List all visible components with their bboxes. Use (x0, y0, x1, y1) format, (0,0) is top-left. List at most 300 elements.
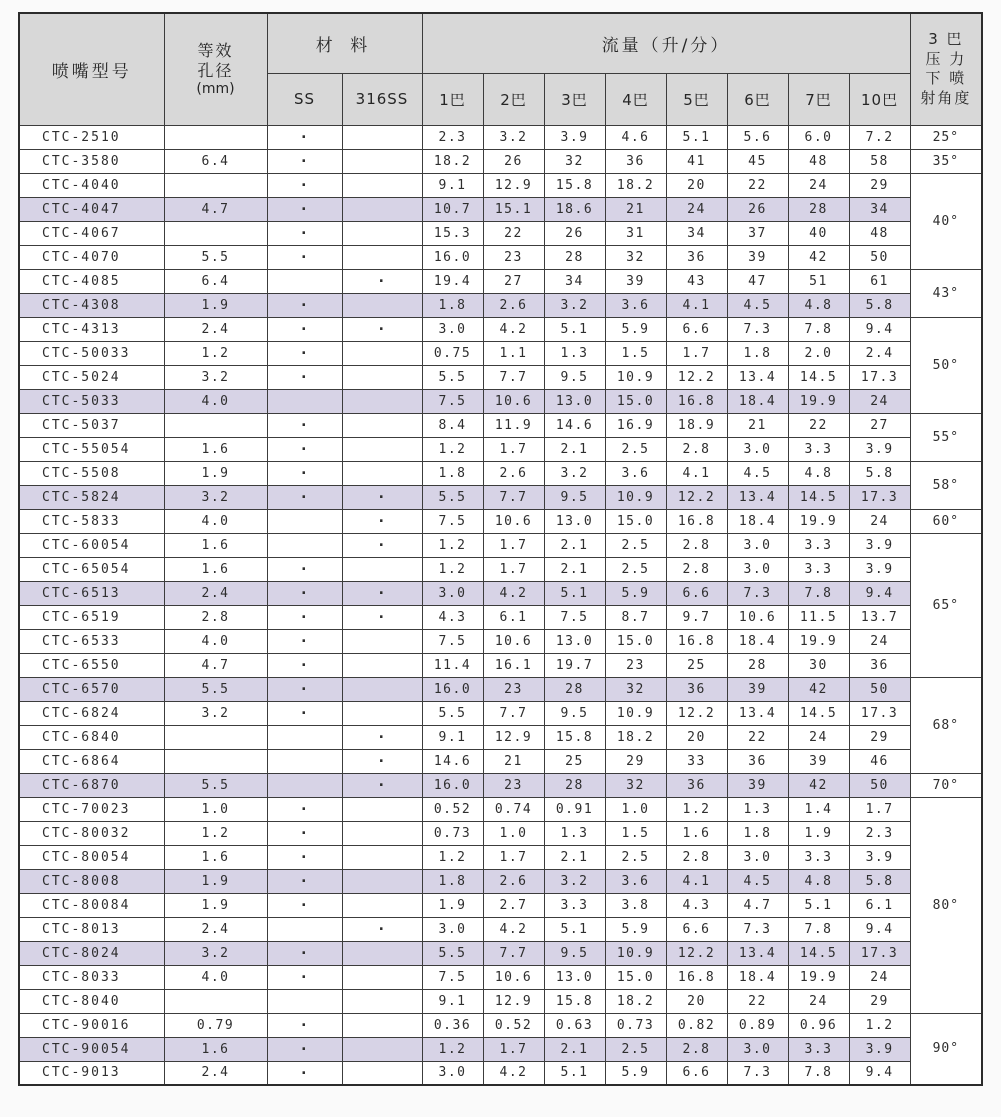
flow-cell-bar-4巴: 2.5 (605, 437, 666, 461)
flow-cell-bar-3巴: 3.3 (544, 893, 605, 917)
flow-cell-bar-3巴: 5.1 (544, 581, 605, 605)
flow-cell-bar-5巴: 2.8 (666, 845, 727, 869)
table-row (19, 605, 982, 629)
flow-cell-bar-2巴: 1.7 (483, 1037, 544, 1061)
flow-cell-bar-4巴: 2.5 (605, 557, 666, 581)
flow-cell-bar-7巴: 22 (788, 413, 849, 437)
ss316-material-cell (342, 461, 422, 485)
flow-cell-bar-5巴: 20 (666, 173, 727, 197)
ss-material-cell: · (267, 149, 342, 173)
flow-cell-bar-1巴: 5.5 (422, 365, 483, 389)
flow-cell-bar-5巴: 4.1 (666, 293, 727, 317)
ss316-material-cell (342, 989, 422, 1013)
flow-cell-bar-2巴: 11.9 (483, 413, 544, 437)
aperture-cell: 1.9 (164, 461, 267, 485)
table-row (19, 677, 982, 701)
flow-cell-bar-5巴: 16.8 (666, 629, 727, 653)
flow-cell-bar-10巴: 3.9 (849, 1037, 910, 1061)
flow-cell-bar-4巴: 3.6 (605, 461, 666, 485)
flow-cell-bar-10巴: 17.3 (849, 941, 910, 965)
flow-cell-bar-4巴: 31 (605, 221, 666, 245)
aperture-cell: 4.7 (164, 653, 267, 677)
ss316-material-cell (342, 437, 422, 461)
flow-cell-bar-10巴: 61 (849, 269, 910, 293)
ss-material-cell (267, 773, 342, 797)
flow-cell-bar-2巴: 4.2 (483, 581, 544, 605)
flow-cell-bar-3巴: 14.6 (544, 413, 605, 437)
flow-cell-bar-2巴: 1.0 (483, 821, 544, 845)
flow-cell-bar-5巴: 4.1 (666, 869, 727, 893)
ss316-material-cell (342, 1037, 422, 1061)
flow-cell-bar-6巴: 4.5 (727, 461, 788, 485)
flow-cell-bar-5巴: 36 (666, 773, 727, 797)
flow-cell-bar-7巴: 14.5 (788, 941, 849, 965)
flow-cell-bar-10巴: 5.8 (849, 869, 910, 893)
ss-material-cell (267, 917, 342, 941)
flow-cell-bar-1巴: 1.2 (422, 845, 483, 869)
flow-cell-bar-3巴: 5.1 (544, 317, 605, 341)
flow-cell-bar-3巴: 28 (544, 773, 605, 797)
aperture-cell: 1.2 (164, 341, 267, 365)
flow-cell-bar-3巴: 3.9 (544, 125, 605, 149)
flow-cell-bar-10巴: 3.9 (849, 533, 910, 557)
flow-cell-bar-7巴: 3.3 (788, 533, 849, 557)
flow-cell-bar-5巴: 43 (666, 269, 727, 293)
flow-cell-bar-4巴: 3.6 (605, 869, 666, 893)
flow-cell-bar-2巴: 10.6 (483, 629, 544, 653)
flow-cell-bar-1巴: 18.2 (422, 149, 483, 173)
table-row (19, 557, 982, 581)
table-row (19, 989, 982, 1013)
ss316-material-cell: · (342, 509, 422, 533)
flow-cell-bar-2巴: 4.2 (483, 317, 544, 341)
flow-cell-bar-4巴: 32 (605, 773, 666, 797)
header-bar-6: 6巴 (727, 73, 788, 125)
table-row (19, 629, 982, 653)
flow-cell-bar-7巴: 7.8 (788, 581, 849, 605)
ss-material-cell: · (267, 821, 342, 845)
flow-cell-bar-6巴: 4.7 (727, 893, 788, 917)
ss316-material-cell (342, 941, 422, 965)
ss316-material-cell: · (342, 269, 422, 293)
flow-cell-bar-7巴: 11.5 (788, 605, 849, 629)
flow-cell-bar-4巴: 15.0 (605, 389, 666, 413)
flow-cell-bar-6巴: 45 (727, 149, 788, 173)
flow-cell-bar-10巴: 9.4 (849, 317, 910, 341)
flow-cell-bar-1巴: 7.5 (422, 389, 483, 413)
ss316-material-cell (342, 365, 422, 389)
flow-cell-bar-2巴: 10.6 (483, 509, 544, 533)
ss-material-cell: · (267, 893, 342, 917)
flow-cell-bar-10巴: 2.4 (849, 341, 910, 365)
flow-cell-bar-2巴: 6.1 (483, 605, 544, 629)
flow-cell-bar-1巴: 5.5 (422, 485, 483, 509)
flow-cell-bar-6巴: 36 (727, 749, 788, 773)
model-cell: CTC-8040 (19, 989, 164, 1013)
flow-cell-bar-3巴: 18.6 (544, 197, 605, 221)
flow-cell-bar-5巴: 16.8 (666, 965, 727, 989)
flow-cell-bar-2巴: 21 (483, 749, 544, 773)
header-equivalent-aperture (164, 13, 267, 125)
ss316-material-cell (342, 197, 422, 221)
flow-cell-bar-1巴: 0.36 (422, 1013, 483, 1037)
header-316ss: 316SS (342, 73, 422, 125)
flow-cell-bar-1巴: 1.2 (422, 533, 483, 557)
table-row (19, 389, 982, 413)
flow-cell-bar-3巴: 13.0 (544, 509, 605, 533)
ss-material-cell: · (267, 629, 342, 653)
header-bar-7: 7巴 (788, 73, 849, 125)
spray-angle-cell: 60° (910, 509, 982, 533)
flow-cell-bar-3巴: 5.1 (544, 1061, 605, 1085)
flow-cell-bar-7巴: 7.8 (788, 1061, 849, 1085)
flow-cell-bar-7巴: 19.9 (788, 629, 849, 653)
flow-cell-bar-6巴: 5.6 (727, 125, 788, 149)
model-cell: CTC-8033 (19, 965, 164, 989)
model-cell: CTC-8013 (19, 917, 164, 941)
header-angle-line2: 压 力 (925, 49, 967, 68)
aperture-cell: 6.4 (164, 269, 267, 293)
model-cell: CTC-80054 (19, 845, 164, 869)
ss-material-cell (267, 509, 342, 533)
flow-cell-bar-1巴: 11.4 (422, 653, 483, 677)
flow-cell-bar-3巴: 9.5 (544, 701, 605, 725)
flow-cell-bar-6巴: 1.8 (727, 821, 788, 845)
flow-cell-bar-5巴: 6.6 (666, 581, 727, 605)
ss-material-cell (267, 269, 342, 293)
ss-material-cell: · (267, 485, 342, 509)
flow-cell-bar-4巴: 2.5 (605, 1037, 666, 1061)
flow-cell-bar-4巴: 10.9 (605, 365, 666, 389)
table-row (19, 869, 982, 893)
ss-material-cell: · (267, 1037, 342, 1061)
ss316-material-cell (342, 557, 422, 581)
flow-cell-bar-5巴: 12.2 (666, 941, 727, 965)
flow-cell-bar-7巴: 3.3 (788, 1037, 849, 1061)
aperture-cell: 1.6 (164, 533, 267, 557)
flow-cell-bar-7巴: 24 (788, 989, 849, 1013)
model-cell: CTC-4067 (19, 221, 164, 245)
flow-cell-bar-10巴: 3.9 (849, 845, 910, 869)
flow-cell-bar-7巴: 19.9 (788, 965, 849, 989)
ss316-material-cell (342, 341, 422, 365)
model-cell: CTC-6840 (19, 725, 164, 749)
flow-cell-bar-2巴: 3.2 (483, 125, 544, 149)
ss-material-cell: · (267, 1013, 342, 1037)
flow-cell-bar-2巴: 26 (483, 149, 544, 173)
model-cell: CTC-80032 (19, 821, 164, 845)
flow-cell-bar-5巴: 12.2 (666, 365, 727, 389)
flow-cell-bar-1巴: 1.2 (422, 1037, 483, 1061)
flow-cell-bar-6巴: 28 (727, 653, 788, 677)
header-bar-1: 1巴 (422, 73, 483, 125)
model-cell: CTC-2510 (19, 125, 164, 149)
spray-angle-cell: 70° (910, 773, 982, 797)
aperture-cell: 6.4 (164, 149, 267, 173)
ss316-material-cell: · (342, 581, 422, 605)
ss-material-cell: · (267, 581, 342, 605)
aperture-cell: 4.7 (164, 197, 267, 221)
table-row (19, 269, 982, 293)
ss316-material-cell (342, 389, 422, 413)
flow-cell-bar-1巴: 15.3 (422, 221, 483, 245)
flow-cell-bar-1巴: 1.2 (422, 437, 483, 461)
flow-cell-bar-7巴: 0.96 (788, 1013, 849, 1037)
flow-cell-bar-4巴: 1.0 (605, 797, 666, 821)
model-cell: CTC-80084 (19, 893, 164, 917)
model-cell: CTC-4313 (19, 317, 164, 341)
ss316-material-cell (342, 965, 422, 989)
header-flow-rate: 流量（升/分） (422, 13, 910, 73)
flow-cell-bar-7巴: 14.5 (788, 701, 849, 725)
flow-cell-bar-1巴: 3.0 (422, 1061, 483, 1085)
model-cell: CTC-5033 (19, 389, 164, 413)
flow-cell-bar-2巴: 2.7 (483, 893, 544, 917)
table-row (19, 797, 982, 821)
header-angle-line3: 下 喷 (925, 69, 967, 88)
table-row (19, 965, 982, 989)
flow-cell-bar-7巴: 24 (788, 173, 849, 197)
flow-cell-bar-2巴: 12.9 (483, 173, 544, 197)
flow-cell-bar-5巴: 36 (666, 677, 727, 701)
model-cell: CTC-55054 (19, 437, 164, 461)
ss316-material-cell (342, 677, 422, 701)
ss316-material-cell: · (342, 725, 422, 749)
flow-cell-bar-10巴: 34 (849, 197, 910, 221)
flow-cell-bar-6巴: 22 (727, 173, 788, 197)
aperture-cell (164, 221, 267, 245)
model-cell: CTC-9013 (19, 1061, 164, 1085)
flow-cell-bar-10巴: 17.3 (849, 365, 910, 389)
flow-cell-bar-6巴: 7.3 (727, 317, 788, 341)
aperture-cell (164, 749, 267, 773)
flow-cell-bar-10巴: 29 (849, 989, 910, 1013)
flow-cell-bar-7巴: 42 (788, 245, 849, 269)
flow-cell-bar-7巴: 19.9 (788, 389, 849, 413)
flow-cell-bar-5巴: 16.8 (666, 389, 727, 413)
flow-cell-bar-6巴: 22 (727, 725, 788, 749)
flow-cell-bar-7巴: 48 (788, 149, 849, 173)
flow-cell-bar-4巴: 4.6 (605, 125, 666, 149)
flow-cell-bar-3巴: 9.5 (544, 365, 605, 389)
flow-cell-bar-1巴: 9.1 (422, 173, 483, 197)
table-row (19, 125, 982, 149)
table-row (19, 197, 982, 221)
flow-cell-bar-10巴: 48 (849, 221, 910, 245)
spray-angle-cell: 58° (910, 461, 982, 509)
ss-material-cell: · (267, 365, 342, 389)
ss316-material-cell (342, 629, 422, 653)
flow-cell-bar-7巴: 3.3 (788, 845, 849, 869)
flow-cell-bar-5巴: 4.1 (666, 461, 727, 485)
ss-material-cell: · (267, 125, 342, 149)
flow-cell-bar-10巴: 24 (849, 965, 910, 989)
ss-material-cell: · (267, 221, 342, 245)
flow-cell-bar-4巴: 10.9 (605, 701, 666, 725)
ss-material-cell: · (267, 605, 342, 629)
flow-cell-bar-5巴: 1.7 (666, 341, 727, 365)
ss-material-cell (267, 389, 342, 413)
flow-cell-bar-6巴: 39 (727, 677, 788, 701)
flow-cell-bar-6巴: 3.0 (727, 845, 788, 869)
spray-angle-cell: 25° (910, 125, 982, 149)
aperture-cell: 2.4 (164, 1061, 267, 1085)
ss316-material-cell (342, 173, 422, 197)
flow-cell-bar-6巴: 3.0 (727, 557, 788, 581)
flow-cell-bar-4巴: 39 (605, 269, 666, 293)
flow-cell-bar-7巴: 42 (788, 677, 849, 701)
ss316-material-cell: · (342, 605, 422, 629)
table-row (19, 1037, 982, 1061)
flow-cell-bar-10巴: 50 (849, 245, 910, 269)
flow-cell-bar-6巴: 3.0 (727, 437, 788, 461)
model-cell: CTC-8024 (19, 941, 164, 965)
flow-cell-bar-4巴: 2.5 (605, 845, 666, 869)
model-cell: CTC-60054 (19, 533, 164, 557)
flow-cell-bar-3巴: 9.5 (544, 941, 605, 965)
aperture-cell: 4.0 (164, 629, 267, 653)
flow-cell-bar-10巴: 6.1 (849, 893, 910, 917)
flow-cell-bar-10巴: 5.8 (849, 461, 910, 485)
header-aperture-line2: 孔径 (197, 60, 234, 80)
aperture-cell: 3.2 (164, 701, 267, 725)
nozzle-spec-table (18, 12, 983, 1086)
flow-cell-bar-7巴: 39 (788, 749, 849, 773)
model-cell: CTC-5833 (19, 509, 164, 533)
flow-cell-bar-7巴: 1.9 (788, 821, 849, 845)
ss316-material-cell: · (342, 773, 422, 797)
ss-material-cell (267, 725, 342, 749)
table-row (19, 1013, 982, 1037)
aperture-cell (164, 125, 267, 149)
ss316-material-cell: · (342, 749, 422, 773)
model-cell: CTC-4047 (19, 197, 164, 221)
model-cell: CTC-5508 (19, 461, 164, 485)
table-row (19, 365, 982, 389)
flow-cell-bar-2巴: 10.6 (483, 965, 544, 989)
flow-cell-bar-10巴: 17.3 (849, 701, 910, 725)
table-row (19, 581, 982, 605)
model-cell: CTC-65054 (19, 557, 164, 581)
table-row (19, 317, 982, 341)
flow-cell-bar-1巴: 1.8 (422, 293, 483, 317)
flow-cell-bar-1巴: 1.2 (422, 557, 483, 581)
flow-cell-bar-5巴: 33 (666, 749, 727, 773)
model-cell: CTC-6870 (19, 773, 164, 797)
flow-cell-bar-6巴: 18.4 (727, 965, 788, 989)
flow-cell-bar-2巴: 27 (483, 269, 544, 293)
table-row (19, 653, 982, 677)
table-row (19, 341, 982, 365)
ss316-material-cell (342, 125, 422, 149)
aperture-cell: 1.9 (164, 293, 267, 317)
flow-cell-bar-2巴: 2.6 (483, 461, 544, 485)
flow-cell-bar-6巴: 47 (727, 269, 788, 293)
flow-cell-bar-1巴: 2.3 (422, 125, 483, 149)
flow-cell-bar-10巴: 9.4 (849, 917, 910, 941)
flow-cell-bar-7巴: 3.3 (788, 437, 849, 461)
flow-cell-bar-10巴: 27 (849, 413, 910, 437)
flow-cell-bar-2巴: 0.52 (483, 1013, 544, 1037)
flow-cell-bar-7巴: 28 (788, 197, 849, 221)
flow-cell-bar-3巴: 15.8 (544, 989, 605, 1013)
flow-cell-bar-5巴: 18.9 (666, 413, 727, 437)
ss316-material-cell (342, 797, 422, 821)
flow-cell-bar-3巴: 32 (544, 149, 605, 173)
flow-cell-bar-1巴: 5.5 (422, 701, 483, 725)
flow-cell-bar-2巴: 10.6 (483, 389, 544, 413)
model-cell: CTC-4308 (19, 293, 164, 317)
flow-cell-bar-4巴: 29 (605, 749, 666, 773)
flow-cell-bar-1巴: 4.3 (422, 605, 483, 629)
flow-cell-bar-7巴: 2.0 (788, 341, 849, 365)
flow-cell-bar-5巴: 4.3 (666, 893, 727, 917)
flow-cell-bar-4巴: 21 (605, 197, 666, 221)
flow-cell-bar-5巴: 12.2 (666, 485, 727, 509)
aperture-cell: 5.5 (164, 773, 267, 797)
flow-cell-bar-3巴: 2.1 (544, 845, 605, 869)
header-aperture-line1: 等效 (197, 40, 234, 60)
table-row (19, 485, 982, 509)
ss316-material-cell (342, 1061, 422, 1085)
flow-cell-bar-10巴: 9.4 (849, 1061, 910, 1085)
flow-cell-bar-3巴: 3.2 (544, 461, 605, 485)
flow-cell-bar-1巴: 16.0 (422, 245, 483, 269)
flow-cell-bar-4巴: 10.9 (605, 941, 666, 965)
flow-cell-bar-7巴: 1.4 (788, 797, 849, 821)
aperture-cell: 2.8 (164, 605, 267, 629)
aperture-cell: 1.6 (164, 437, 267, 461)
flow-cell-bar-4巴: 0.73 (605, 1013, 666, 1037)
flow-cell-bar-2巴: 23 (483, 773, 544, 797)
flow-cell-bar-10巴: 29 (849, 173, 910, 197)
flow-cell-bar-4巴: 1.5 (605, 341, 666, 365)
flow-cell-bar-5巴: 5.1 (666, 125, 727, 149)
flow-cell-bar-10巴: 17.3 (849, 485, 910, 509)
table-row (19, 245, 982, 269)
aperture-cell: 5.5 (164, 245, 267, 269)
flow-cell-bar-1巴: 7.5 (422, 965, 483, 989)
flow-cell-bar-3巴: 34 (544, 269, 605, 293)
ss316-material-cell (342, 413, 422, 437)
model-cell: CTC-4070 (19, 245, 164, 269)
flow-cell-bar-5巴: 6.6 (666, 917, 727, 941)
table-row (19, 509, 982, 533)
spray-angle-cell: 35° (910, 149, 982, 173)
flow-cell-bar-4巴: 2.5 (605, 533, 666, 557)
table-row (19, 725, 982, 749)
header-angle-line1: 3 巴 (928, 30, 964, 49)
flow-cell-bar-6巴: 1.3 (727, 797, 788, 821)
ss-material-cell: · (267, 941, 342, 965)
flow-cell-bar-7巴: 14.5 (788, 365, 849, 389)
flow-cell-bar-7巴: 51 (788, 269, 849, 293)
aperture-cell: 4.0 (164, 965, 267, 989)
aperture-cell: 3.2 (164, 365, 267, 389)
flow-cell-bar-2巴: 12.9 (483, 989, 544, 1013)
header-spray-angle (910, 13, 982, 125)
aperture-cell: 3.2 (164, 941, 267, 965)
flow-cell-bar-2巴: 7.7 (483, 701, 544, 725)
flow-cell-bar-1巴: 1.8 (422, 461, 483, 485)
flow-cell-bar-7巴: 40 (788, 221, 849, 245)
flow-cell-bar-4巴: 23 (605, 653, 666, 677)
flow-cell-bar-1巴: 0.52 (422, 797, 483, 821)
spray-angle-cell: 65° (910, 533, 982, 677)
model-cell: CTC-90054 (19, 1037, 164, 1061)
flow-cell-bar-7巴: 6.0 (788, 125, 849, 149)
aperture-cell (164, 413, 267, 437)
